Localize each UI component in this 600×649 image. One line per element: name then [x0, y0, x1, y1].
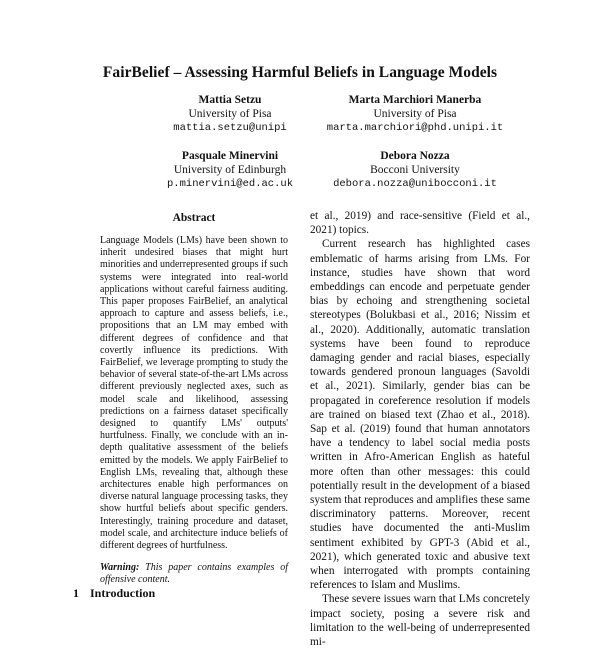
abstract-body: Language Models (LMs) have been shown to inherit undesired biases that might hurt minorities and underrepresented groups if such systems were integrated into real-world applications without careful fairness auditing. This paper proposes FairBelief, an analytical approach to capture and assess beliefs, i.e., propositions that an LM may embed with different degrees of confidence and that covertly influence its predictions. With FairBelief, we leverage prompting to study the behavior of several state-of-the-art LMs across different previously neglected axes, such as model scale and likelihood, assessing predictions on a fairness dataset specifically designed to quantify LMs' outputs' hurtfulness. Finally, we conclude with an in-depth qualitative assessment of the beliefs emitted by the models. We apply FairBelief to English LMs, revealing that, although these architectures enable high performances on diverse natural language processing tasks, they show hurtful beliefs about specific genders. Interestingly, training procedure and dataset, model scale, and architecture induce beliefs of different degrees of hurtfulness. [100, 235, 289, 552]
paragraph: Current research has highlighted cases emblematic of harms arising from LMs. For instance, studies have shown that word embeddings can encode and perpetuate gender bias by echoing and strengthening societal stereotypes (Bolukbasi et al., 2016; Nissim et al., 2020). Additionally, automatic translation systems have been found to reproduce damaging gender and racial biases, especially towards gendered pronoun languages (Savoldi et al., 2021). Similarly, gender bias can be propagated in coreference resolution if models are trained on biased text (Zhao et al., 2018). Sap et al. (2019) found that human annotators have a tendency to label social media posts written in Afro-American English as hateful more often than other messages: this could potentially result in the development of a biased system that reproduces and amplifies these same discriminatory patterns. Moreover, recent studies have documented the anti-Muslim sentiment exhibited by GPT-3 (Abid et al., 2021), which generated toxic and abusive text when interrogated with prompts containing references to Islam and Muslims. [310, 238, 530, 592]
author-affiliation: Bocconi University [370, 164, 460, 176]
author-name: Mattia Setzu [198, 94, 262, 106]
author-block [300, 149, 530, 191]
author-name: Marta Marchiori Manerba [348, 94, 482, 106]
author-email[interactable]: marta.marchiori@phd.unipi.it [326, 122, 504, 134]
author-email[interactable]: p.minervini@ed.ac.uk [166, 178, 294, 190]
content-warning [100, 562, 288, 586]
warning-text: This paper contains examples of offensive content. [100, 562, 288, 586]
right-column [310, 209, 530, 649]
paragraph: These severe issues warn that LMs concretely impact society, posing a severe risk and limitation to the well-being of underrepresented mi- [310, 593, 530, 649]
paper-title: FairBelief – Assessing Harmful Beliefs in Language Models [102, 64, 498, 81]
author-affiliation: University of Edinburgh [173, 164, 287, 176]
warning-label: Warning: [100, 562, 140, 574]
author-affiliation: University of Pisa [373, 108, 457, 120]
left-column [100, 209, 288, 587]
section-heading [73, 586, 155, 601]
author-name: Pasquale Minervini [181, 150, 279, 162]
abstract-heading: Abstract [172, 212, 216, 224]
section-title: Introduction [90, 586, 156, 600]
author-block [300, 93, 530, 135]
section-number: 1 [73, 586, 79, 600]
author-affiliation: University of Pisa [188, 108, 272, 120]
author-email[interactable]: debora.nozza@unibocconi.it [333, 178, 497, 190]
paragraph: et al., 2019) and race-sensitive (Field et al., 2021) topics. [310, 210, 530, 237]
author-name: Debora Nozza [380, 150, 450, 162]
author-email[interactable]: mattia.setzu@unipi [173, 122, 287, 134]
